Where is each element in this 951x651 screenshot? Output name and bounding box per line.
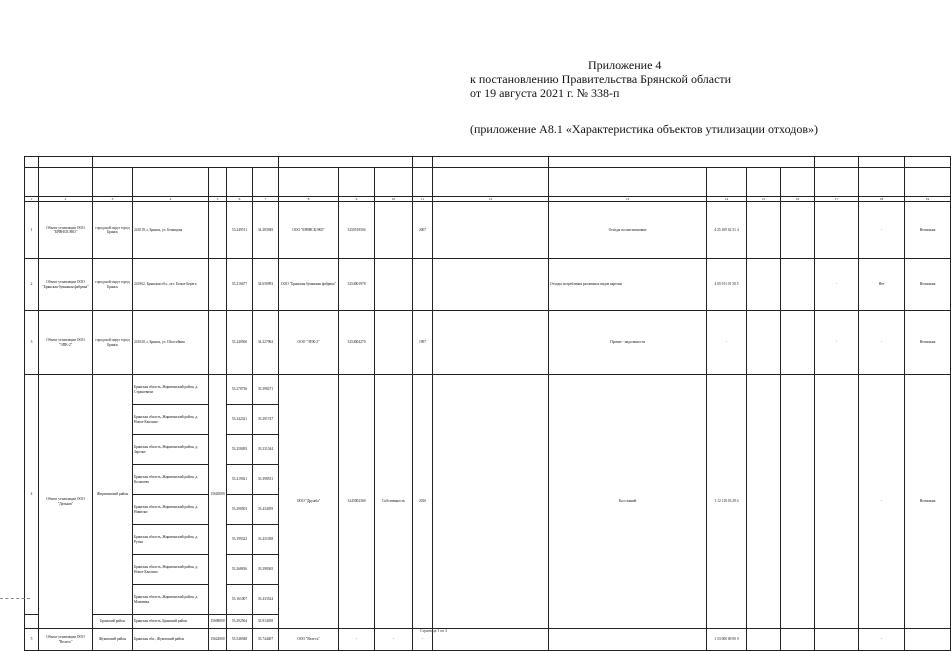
document-subtitle: (приложение А8.1 «Характеристика объектов утилизации отходов») — [470, 122, 818, 136]
appendix-title: Приложение 4 — [588, 58, 662, 72]
longitude: 34.656993 — [253, 259, 279, 311]
column-number: 9 — [339, 197, 375, 202]
column-number: 16 — [781, 197, 815, 202]
row-number: 3 — [25, 311, 39, 375]
inn: 3254001978 — [339, 259, 375, 311]
column-number: 18 — [859, 197, 905, 202]
column-number: 19 — [905, 197, 951, 202]
table-header-row — [25, 168, 951, 197]
latitude: 53.292564 — [227, 615, 253, 629]
status — [905, 629, 951, 651]
latitude: 53.258495 — [227, 435, 253, 465]
column-number: 13 — [549, 197, 707, 202]
fkko-code: 1 12 110 03 29 4 — [707, 375, 747, 629]
address: Брянская область, Жирятинский район, д. Страшевичи — [133, 375, 209, 405]
operator-name: ООО "Дружба" — [279, 375, 339, 629]
waste-type: Прочие - надолжности — [549, 311, 707, 375]
longitude: 33.434059 — [253, 495, 279, 525]
column-number: 7 — [253, 197, 279, 202]
status: Возможна — [905, 311, 951, 375]
start-year: 2007 — [413, 202, 433, 259]
object-name: Объект утилизации ООО "Брянская бумажная фабрика" — [39, 259, 93, 311]
object-name: Объект утилизации ООО "БРЯНСКЭКО" — [39, 202, 93, 259]
oktmo: 15608000 — [209, 615, 227, 629]
address: Брянская область, Жирятинский район, д. Новое Каплино — [133, 555, 209, 585]
column-number: 2 — [39, 197, 93, 202]
operator-name: ООО "Брянская бумажная фабрика" — [279, 259, 339, 311]
table-header-row — [25, 157, 951, 168]
longitude: 33.398271 — [253, 375, 279, 405]
latitude: 53.219021 — [227, 465, 253, 495]
waste-type: Отходы полиэтиленовые — [549, 202, 707, 259]
address: Брянская область, Жирятинский район, д. Мамаевка — [133, 585, 209, 615]
operator-name: ООО "БРЯНСКЭКО" — [279, 202, 339, 259]
column-number: 14 — [707, 197, 747, 202]
address: Брянская обл., Жуковский район — [133, 629, 209, 651]
row-number: 1 — [25, 202, 39, 259]
address: Брянская область, Жирятинский район, д. Заречье — [133, 435, 209, 465]
latitude: 53.268816 — [227, 555, 253, 585]
table-row: 1 Объект утилизации ООО "БРЯНСКЭКО" городской округ город Брянск 241019, г. Брянск, ул. Бежицкая 53.249511 34.383949 ООО "БРЯНСКЭКО" 3250519504 2007 Отходы полиэтиленовые 4 25 109 02 51 4 - Возможна — [25, 202, 951, 259]
status: Возможна — [905, 375, 951, 629]
table-row: 5 Объект утилизации ООО "Велесъ" Жуковский район Брянская обл., Жуковский район 15622000 53.546948 33.744407 ООО "Велесъ" - - - 1 53 000 00 00 0 - — [25, 629, 951, 651]
address: 241019, г. Брянск, ул. Бежицкая — [133, 202, 209, 259]
latitude: 53.249511 — [227, 202, 253, 259]
column-number: 5 — [209, 197, 227, 202]
longitude: 33.433524 — [253, 585, 279, 615]
row-number: 2 — [25, 259, 39, 311]
latitude: 53.298503 — [227, 495, 253, 525]
fkko-code: - — [707, 311, 747, 375]
latitude: 53.278736 — [227, 375, 253, 405]
longitude: 33.331344 — [253, 435, 279, 465]
registry-table — [24, 156, 951, 651]
column-number: 10 — [375, 197, 413, 202]
row-number: 4 — [25, 375, 39, 615]
address: Брянская область, Брянский район — [133, 615, 209, 629]
longitude: 33.914458 — [253, 615, 279, 629]
longitude: 34.383949 — [253, 202, 279, 259]
inn: 3245002360 — [339, 375, 375, 629]
column-number: 8 — [279, 197, 339, 202]
address: Брянская область, Жирятинский район, д. Рутня — [133, 525, 209, 555]
longitude: 33.398531 — [253, 465, 279, 495]
latitude: 53.546948 — [227, 629, 253, 651]
latitude: 53.161007 — [227, 585, 253, 615]
fkko-code: 4 05 911 01 50 5 — [707, 259, 747, 311]
document-header — [470, 58, 890, 100]
oktmo: 15620000 — [209, 375, 227, 615]
municipality: городской округ город Брянск — [93, 311, 133, 375]
column-number: 3 — [93, 197, 133, 202]
object-name: Объект утилизации ООО "Велесъ" — [39, 629, 93, 651]
table-row: 3 Объект утилизации ООО "ЭПК-2" городской округ город Брянск 241020, г. Брянск, ул. Шоссейная 53.240560 34.327962 ООО "ЭПК-2" 3254004270 1997 Прочие - надолжности - - - Возможна — [25, 311, 951, 375]
inn: 3250519504 — [339, 202, 375, 259]
waste-type: Кал свиной — [549, 375, 707, 629]
latitude: 53.242321 — [227, 405, 253, 435]
column-number: 17 — [815, 197, 859, 202]
object-name: Объект утилизации ООО "Дятьков" — [39, 375, 93, 629]
longitude: 33.391747 — [253, 405, 279, 435]
column-number: 1 — [25, 197, 39, 202]
operator-name: ООО "Велесъ" — [279, 629, 339, 651]
latitude: 53.216677 — [227, 259, 253, 311]
fkko-code: 1 53 000 00 00 0 — [707, 629, 747, 651]
municipality: Жирятинский район — [93, 375, 133, 615]
inn: - — [339, 629, 375, 651]
column-number: 12 — [433, 197, 549, 202]
start-year: 1997 — [413, 311, 433, 375]
table-row: 2 Объект утилизации ООО "Брянская бумажная фабрика" городской округ город Брянск 241902, Брянская обл., пгт. Белые Берега 53.216677 34.656993 ООО "Брянская бумажная фабрика" 3254001978 Отходы потребления различных видов картона 4 05 911 01 50 5 - Нет Возможна — [25, 259, 951, 311]
longitude: 33.431038 — [253, 525, 279, 555]
start-year: - — [413, 629, 433, 651]
latitude: 53.199323 — [227, 525, 253, 555]
oktmo: 15622000 — [209, 629, 227, 651]
operator-name: ООО "ЭПК-2" — [279, 311, 339, 375]
row-number: 5 — [25, 629, 39, 651]
municipality: городской округ город Брянск — [93, 259, 133, 311]
waste-type: Отходы потребления различных видов картона — [549, 259, 707, 311]
longitude: 34.327962 — [253, 311, 279, 375]
start-year: 2016 — [413, 375, 433, 629]
longitude: 33.744407 — [253, 629, 279, 651]
ownership: Собственность — [375, 375, 413, 629]
municipality: городской округ город Брянск — [93, 202, 133, 259]
status: Возможна — [905, 259, 951, 311]
latitude: 53.240560 — [227, 311, 253, 375]
column-number: 6 — [227, 197, 253, 202]
waste-type — [549, 629, 707, 651]
municipality: Брянский район — [93, 615, 133, 629]
start-year — [413, 259, 433, 311]
column-number: 4 — [133, 197, 209, 202]
municipality: Жуковский район — [93, 629, 133, 651]
longitude: 33.398365 — [253, 555, 279, 585]
appendix-reference: к постановлению Правительства Брянской области — [470, 72, 732, 86]
fkko-code: 4 25 109 02 51 4 — [707, 202, 747, 259]
address: Брянская область, Жирятинский район, д. Колычево — [133, 465, 209, 495]
address: 241902, Брянская обл., пгт. Белые Берега — [133, 259, 209, 311]
address: 241020, г. Брянск, ул. Шоссейная — [133, 311, 209, 375]
column-number: 11 — [413, 197, 433, 202]
appendix-date: от 19 августа 2021 г. № 338-п — [470, 86, 620, 100]
address: Брянская область, Жирятинский район, д. Новое Каплино — [133, 405, 209, 435]
table-row: 4 Объект утилизации ООО "Дятьков" Жирятинский район Брянская область, Жирятинский район, д. Страшевичи 15620000 53.278736 33.398271 ООО "Дружба" 3245002360 Собственность 2016 Кал свиной 1 12 110 03 29 4 - Возможна — [25, 375, 951, 405]
inn: 3254004270 — [339, 311, 375, 375]
object-name: Объект утилизации ООО "ЭПК-2" — [39, 311, 93, 375]
page-footer: Страница 1 из 3 — [420, 628, 448, 633]
address: Брянская область, Жирятинский район, д. Никитки — [133, 495, 209, 525]
status: Возможна — [905, 202, 951, 259]
scan-edge-mark — [0, 598, 30, 600]
column-number: 15 — [747, 197, 781, 202]
